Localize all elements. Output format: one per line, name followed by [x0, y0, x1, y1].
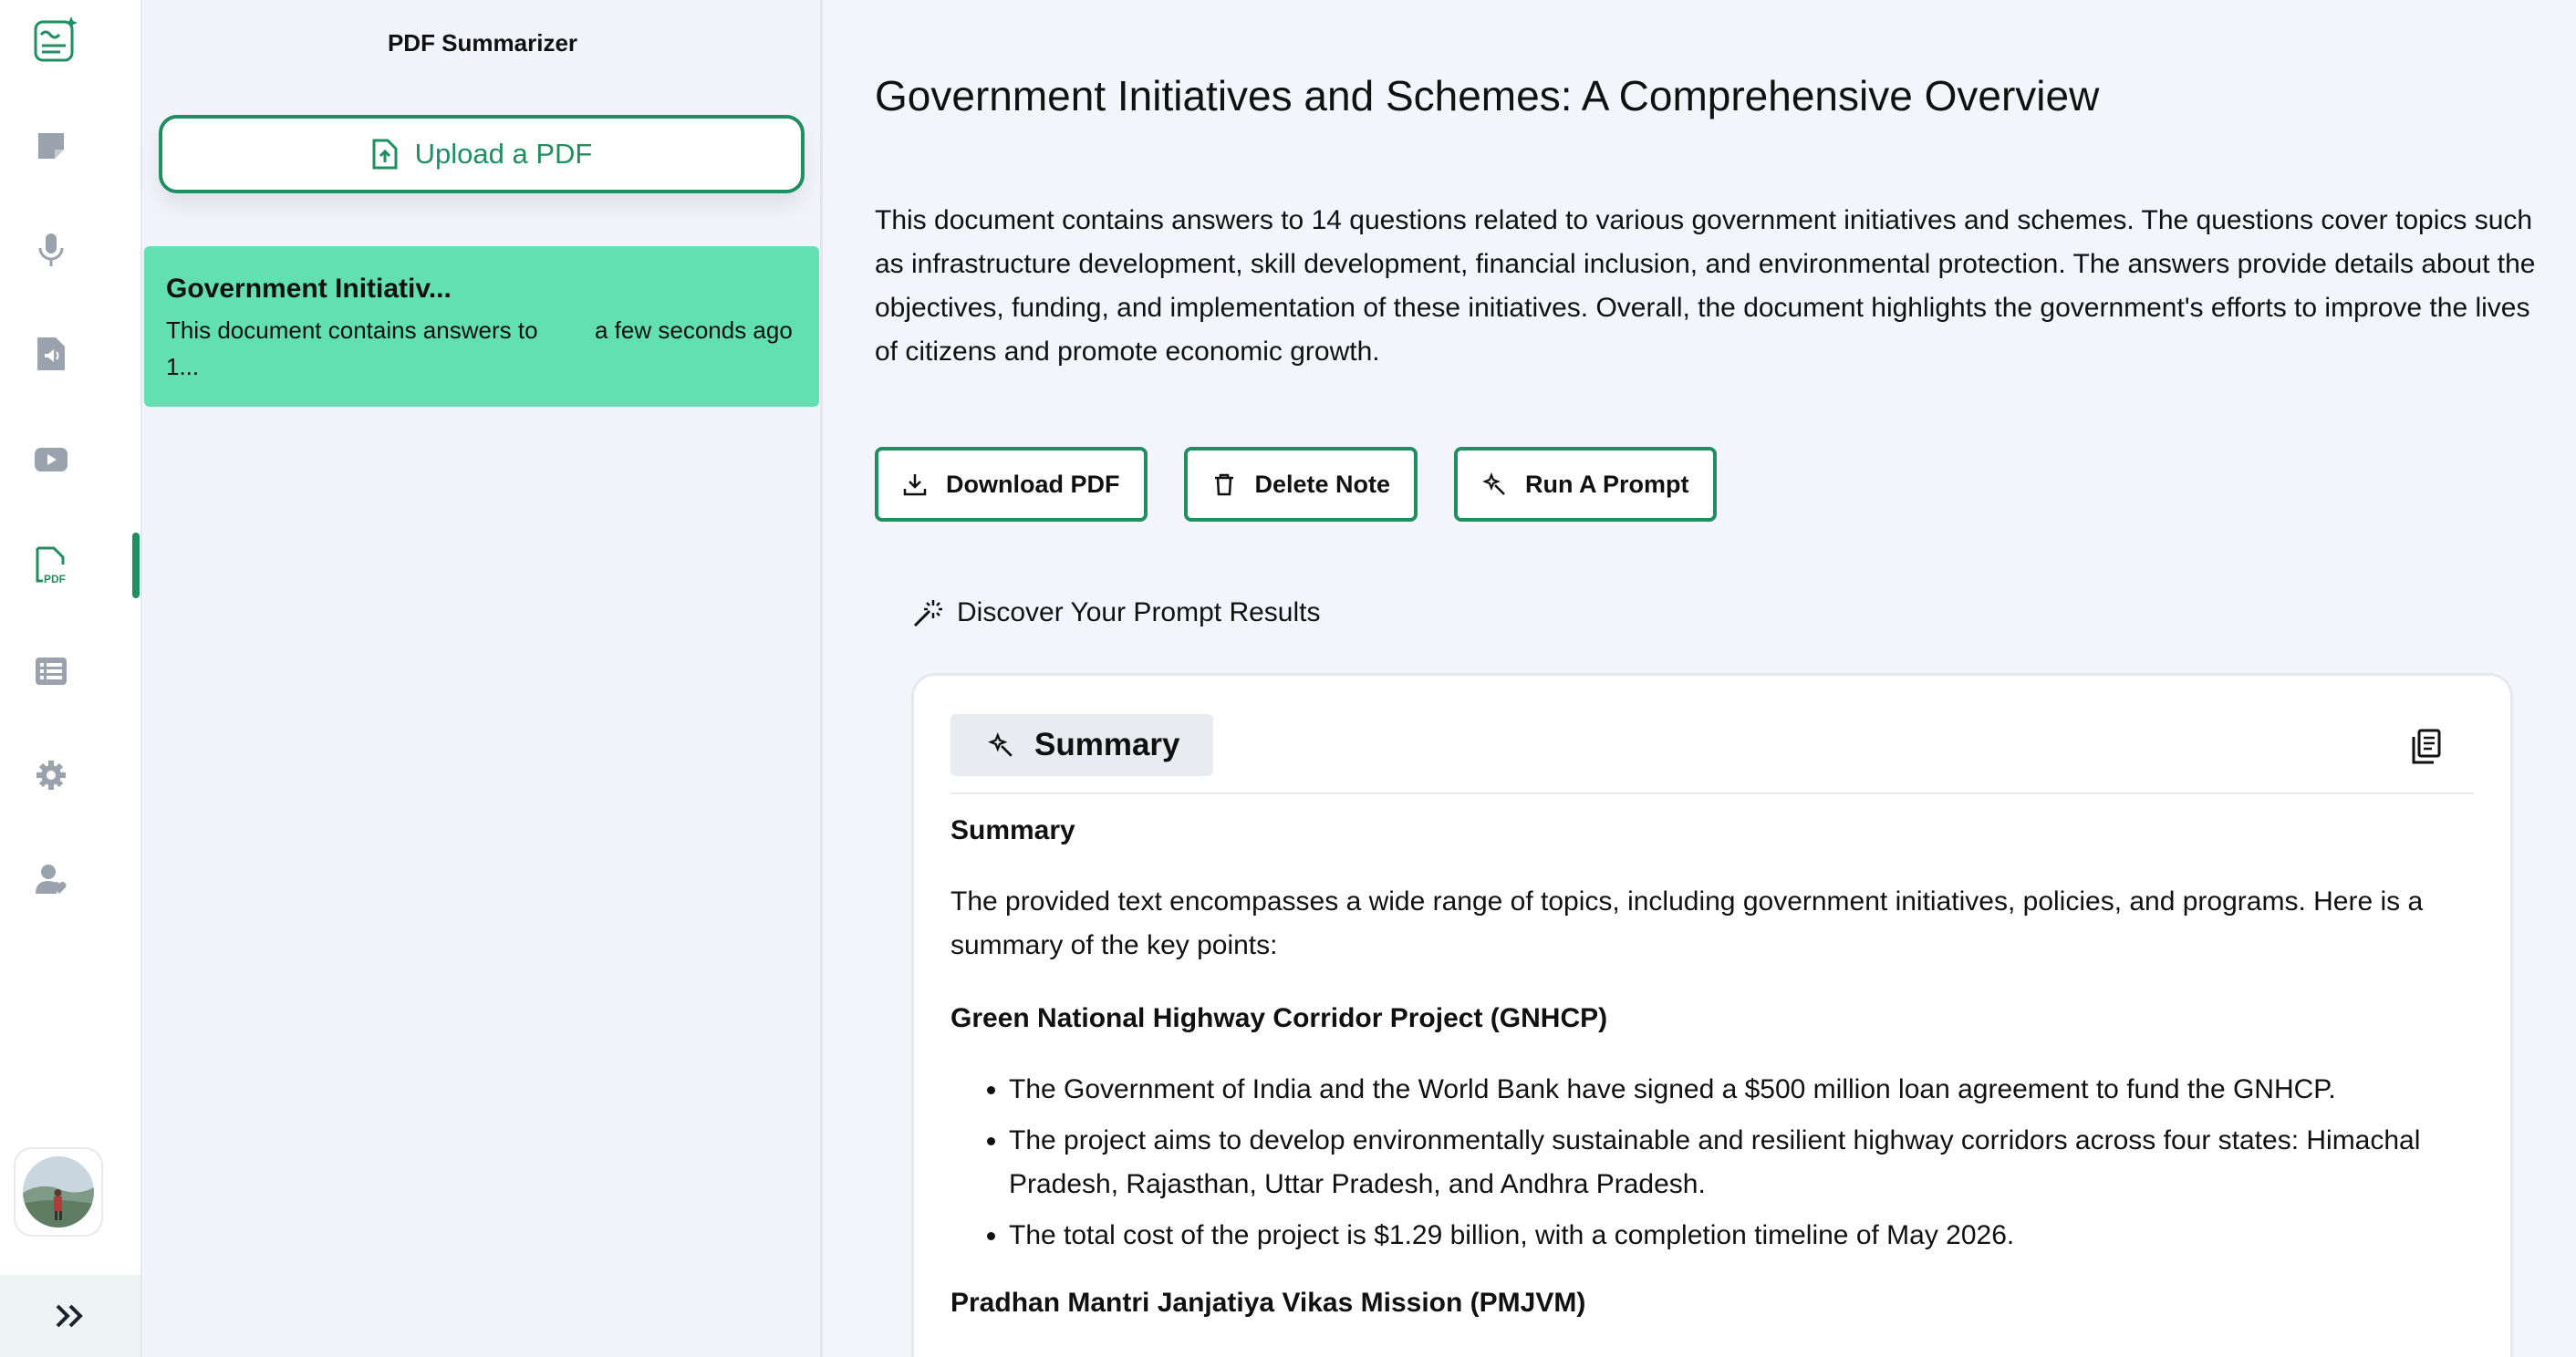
note-preview: This document contains answers to 1...: [166, 316, 538, 380]
main-content: [824, 0, 2576, 1357]
divider: [950, 792, 2474, 794]
download-pdf-button[interactable]: [875, 447, 1148, 522]
list-item: • The project aims to develop environmentally sustainable and resilient highway corridors across four states: Himachal Pradesh, Rajasthan, Uttar Pradesh, and Andhra Pradesh.: [1009, 1119, 2483, 1207]
prompt-result-card: [911, 673, 2513, 1357]
section-heading: Pradhan Mantri Janjatiya Vikas Mission (PMJVM): [950, 1288, 1586, 1318]
note-list-item[interactable]: [144, 246, 819, 407]
download-icon: [902, 471, 928, 497]
svg-text:PDF: PDF: [44, 573, 66, 585]
notes-panel: [142, 0, 823, 1357]
note-title: Government Initiativ...: [166, 274, 452, 304]
nav-rail: [0, 0, 142, 1357]
active-indicator: [132, 533, 140, 598]
note-timestamp: a few seconds ago: [595, 316, 793, 344]
gear-icon[interactable]: [31, 755, 71, 795]
magic-icon: [1481, 471, 1507, 497]
document-description: This document contains answers to 14 questions related to various government initiatives and schemes. The questions cover topics such as infrastructure development, skill development, financial inclusion, and environmental protection. The answers provide details about the objectives, funding, and implementation of these initiatives. Overall, the document highlights the government's efforts to improve the lives of citizens and promote economic growth.: [875, 205, 2536, 367]
upload-pdf-button[interactable]: [159, 115, 805, 193]
delete-note-button[interactable]: [1184, 447, 1418, 522]
tab-summary[interactable]: [950, 714, 1213, 776]
run-prompt-label: Run A Prompt: [1525, 470, 1689, 498]
expand-sidebar-button[interactable]: [0, 1275, 140, 1357]
section-bullets: [950, 1068, 2483, 1258]
audio-file-icon[interactable]: [31, 334, 71, 374]
notes-icon[interactable]: [31, 126, 71, 166]
avatar-image: [23, 1156, 94, 1228]
page-title: Government Initiatives and Schemes: A Comprehensive Overview: [875, 72, 2100, 119]
pdf-icon[interactable]: [31, 545, 71, 585]
prompt-results-title: Discover Your Prompt Results: [957, 597, 1321, 627]
app-logo-icon[interactable]: [31, 15, 80, 66]
list-icon[interactable]: [31, 651, 71, 691]
youtube-icon[interactable]: [31, 440, 71, 480]
section-heading: Green National Highway Corridor Project (GNHCP): [950, 1003, 1608, 1033]
magic-wand-icon: [911, 596, 944, 629]
copy-icon[interactable]: [2410, 729, 2446, 765]
list-item: • The Government of India and the World Bank have signed a $500 million loan agreement to fund the GNHCP.: [1009, 1068, 2483, 1112]
download-pdf-label: Download PDF: [946, 470, 1120, 498]
summary-content: [950, 809, 2483, 1325]
run-prompt-button[interactable]: [1454, 447, 1716, 522]
prompt-results-header: [911, 596, 1321, 629]
upload-pdf-label: Upload a PDF: [414, 138, 593, 170]
action-bar: [875, 447, 1717, 522]
summary-heading: Summary: [950, 815, 1075, 845]
microphone-icon[interactable]: [31, 230, 71, 270]
tab-summary-label: Summary: [1034, 727, 1180, 762]
list-item: • The total cost of the project is $1.29 billion, with a completion timeline of May 2026.: [1009, 1214, 2483, 1258]
file-upload-icon: [371, 139, 399, 170]
avatar[interactable]: [14, 1147, 103, 1237]
panel-title: PDF Summarizer: [387, 29, 578, 57]
delete-note-label: Delete Note: [1254, 470, 1391, 498]
magic-icon: [987, 731, 1014, 759]
user-heart-icon[interactable]: [31, 859, 71, 899]
trash-icon: [1211, 471, 1237, 497]
summary-intro: The provided text encompasses a wide range of topics, including government initiatives, policies, and programs. Here is a summary of the key points:: [950, 886, 2424, 960]
double-chevron-right-icon: [55, 1303, 86, 1329]
